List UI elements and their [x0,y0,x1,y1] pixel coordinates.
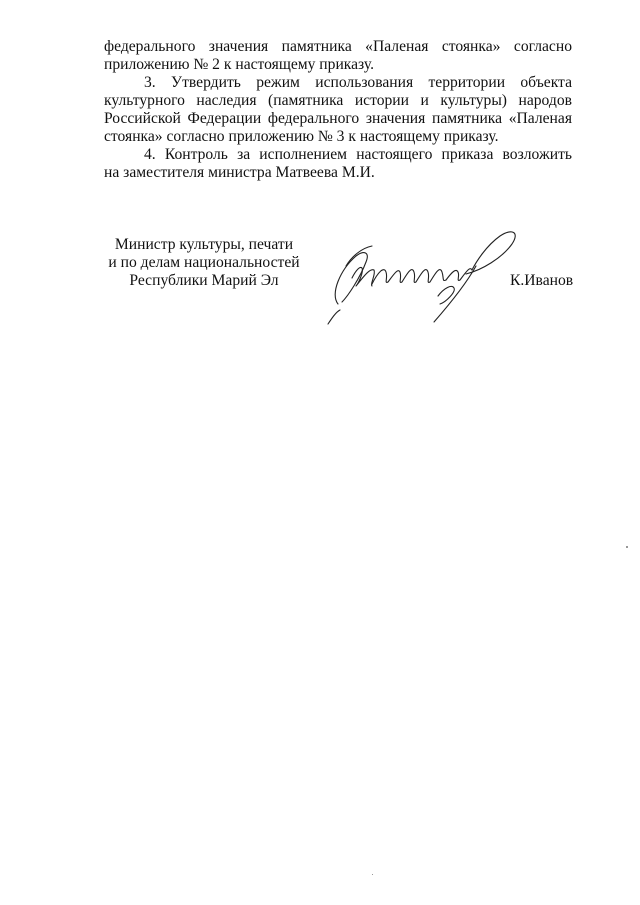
paragraph-2-line-1: федерального значения памятника «Паленая стоянка» согласно [104,38,572,55]
scan-speck [626,546,628,548]
paragraph-3-line-2: культурного наследия (памятника истории и культуры) народов [104,92,572,109]
paragraph-4-line-1: 4. Контроль за исполнением настоящего приказа возложить [144,146,572,163]
handwritten-signature [326,226,526,326]
paragraph-3-line-1: 3. Утвердить режим использования территории объекта [144,74,572,91]
signer-position-line-3: Республики Марий Эл [129,272,279,289]
signer-position [104,236,304,290]
paragraph-4-line-2: на заместителя министра Матвеева М.И. [104,164,375,181]
signer-position-line-2: и по делам национальностей [108,254,300,271]
signer-position-line-1: Министр культуры, печати [114,236,294,253]
paragraph-3-line-4: стоянка» согласно приложению № 3 к настоящему приказу. [104,128,499,145]
paragraph-3-line-3: Российской Федерации федерального значения памятника «Паленая [104,110,572,127]
document-body [104,38,572,182]
signer-name: К.Иванов [510,272,574,289]
scan-speck [372,874,373,875]
paragraph-2-line-2: приложению № 2 к настоящему приказу. [104,56,375,73]
